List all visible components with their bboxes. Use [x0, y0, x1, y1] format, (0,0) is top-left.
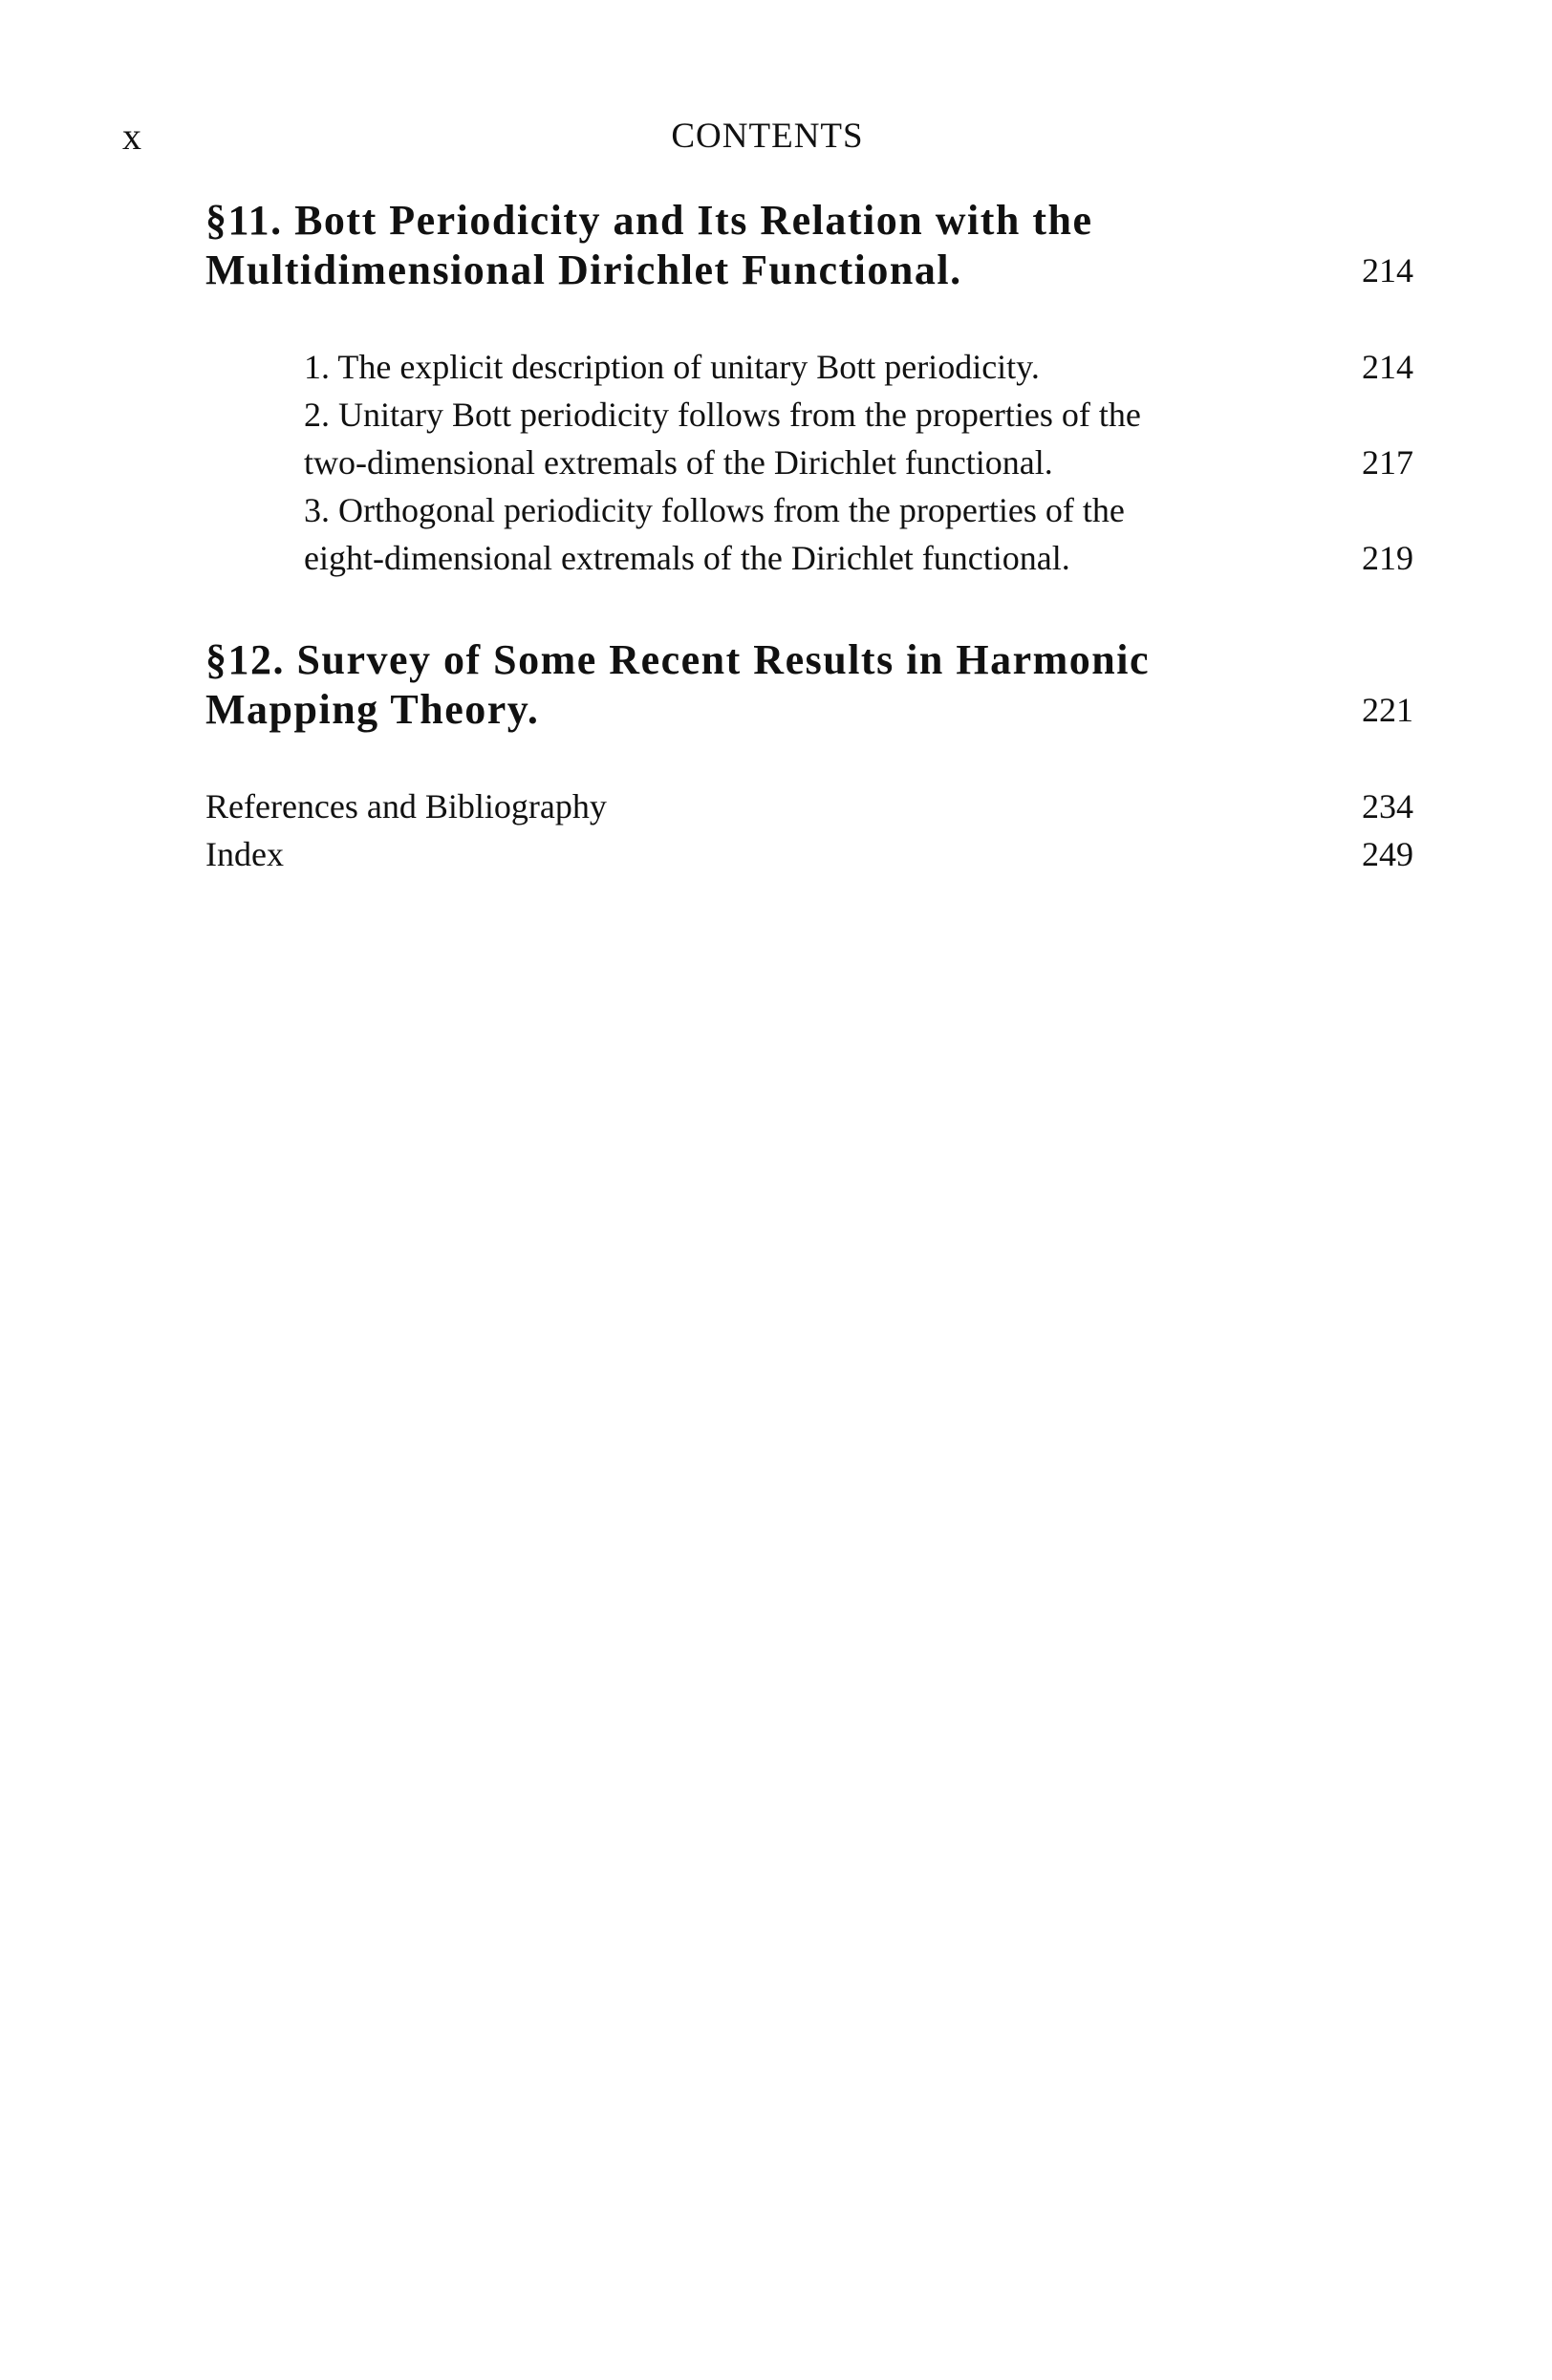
page-number: x [122, 115, 141, 158]
back-matter-list [205, 783, 1413, 878]
toc-entry [304, 391, 1413, 486]
running-head [122, 113, 1412, 161]
section-page-number: 221 [1362, 691, 1413, 729]
entry-page-number: 219 [1362, 539, 1413, 577]
entry-page-number: 217 [1362, 443, 1413, 482]
section-title-line: Mapping Theory. [205, 686, 540, 733]
toc-entry [304, 343, 1413, 391]
entry-text: References and Bibliography [205, 787, 607, 825]
toc-section-12 [205, 635, 1413, 735]
entry-page-number: 234 [1362, 787, 1413, 825]
entry-text: 2. Unitary Bott periodicity follows from the properties of the [304, 396, 1141, 434]
entry-text: Index [205, 835, 284, 873]
section-title [205, 635, 1276, 735]
toc-section-11 [205, 196, 1413, 582]
running-title: CONTENTS [671, 117, 864, 156]
table-of-contents [205, 196, 1413, 878]
entry-text: 3. Orthogonal periodicity follows from the properties of the [304, 491, 1125, 529]
section-title-line: Multidimensional Dirichlet Functional. [205, 247, 962, 293]
entry-page-number: 214 [1362, 348, 1413, 386]
toc-entry-references [205, 783, 1413, 830]
section-page-number: 214 [1362, 251, 1413, 289]
section-title-line: §11. Bott Periodicity and Its Relation with the [205, 197, 1093, 244]
toc-entry-index [205, 830, 1413, 878]
section-title [205, 196, 1276, 295]
section-title-line: §12. Survey of Some Recent Results in Harmonic [205, 636, 1151, 683]
entry-text-continued: eight-dimensional extremals of the Dirichlet functional. [304, 539, 1070, 577]
subsection-list [304, 343, 1413, 582]
entry-text: 1. The explicit description of unitary Bott periodicity. [304, 348, 1040, 386]
entry-text-continued: two-dimensional extremals of the Dirichlet functional. [304, 443, 1053, 482]
toc-entry [304, 486, 1413, 582]
entry-page-number: 249 [1362, 835, 1413, 873]
